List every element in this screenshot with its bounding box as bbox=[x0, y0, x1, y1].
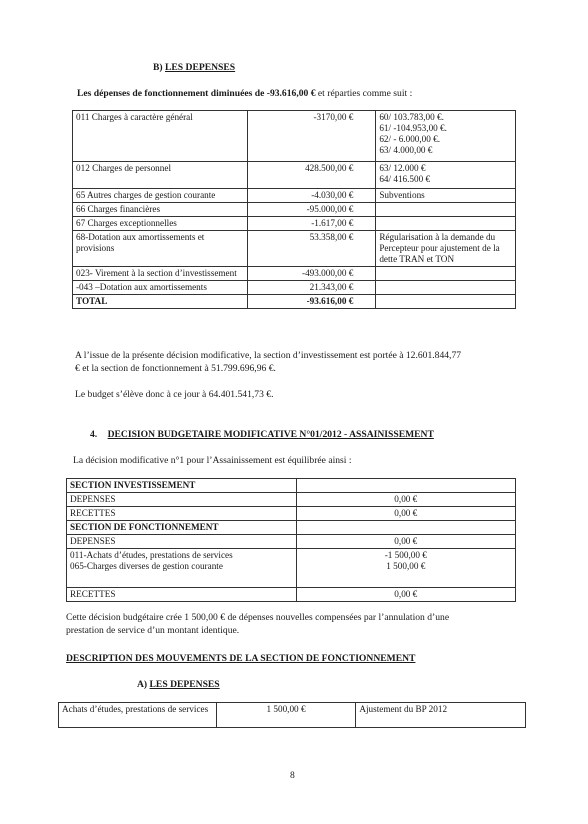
table-row-total bbox=[73, 295, 516, 309]
row-label: DEPENSES bbox=[67, 535, 297, 549]
inv-header: SECTION INVESTISSEMENT bbox=[67, 479, 297, 493]
row-detail bbox=[376, 203, 516, 217]
fonc-line-label: 065-Charges diverses de gestion courante bbox=[70, 561, 223, 571]
row-label: 012 Charges de personnel bbox=[73, 162, 248, 189]
row-detail bbox=[376, 162, 516, 189]
row-detail: Régularisation à la demande du Percepteur pour ajustement de la dette TRAN et TON bbox=[376, 231, 516, 267]
table-row bbox=[73, 162, 516, 189]
row-detail bbox=[376, 111, 516, 162]
row-amount: 21.343,00 € bbox=[247, 281, 376, 295]
paragraph-sections-line1: A l’issue de la présente décision modificative, la section d’investissement est portée à 12.601.844,77 bbox=[75, 350, 462, 361]
section-b-title bbox=[153, 62, 235, 74]
row-amount: -4.030,00 € bbox=[247, 189, 376, 203]
table-row bbox=[73, 231, 516, 267]
assainissement-table bbox=[66, 478, 516, 602]
fonc-line-value: 1 500,00 € bbox=[386, 561, 426, 571]
table-row bbox=[73, 189, 516, 203]
section-a-prefix: A) bbox=[137, 679, 148, 690]
section-4-title bbox=[90, 429, 434, 441]
row-value: 0,00 € bbox=[296, 507, 515, 521]
row-amount: -1.617,00 € bbox=[247, 217, 376, 231]
row-label: RECETTES bbox=[67, 588, 297, 602]
row-amount: 428.500,00 € bbox=[247, 162, 376, 189]
table-section-header bbox=[67, 521, 516, 535]
mouvements-table bbox=[58, 702, 526, 728]
mouvements-title: DESCRIPTION DES MOUVEMENTS DE LA SECTION DE FONCTIONNEMENT bbox=[66, 653, 416, 664]
table-row bbox=[67, 507, 516, 521]
row-label: 65 Autres charges de gestion courante bbox=[73, 189, 248, 203]
intro-bold: Les dépenses de fonctionnement diminuées de -93.616,00 € bbox=[77, 88, 316, 99]
row-label: Achats d’études, prestations de services bbox=[59, 703, 217, 728]
section-b-label: LES DEPENSES bbox=[165, 62, 236, 73]
fonc-line-value: -1 500,00 € bbox=[384, 550, 427, 560]
row-label: 011 Charges à caractère général bbox=[73, 111, 248, 162]
row-label: 66 Charges financières bbox=[73, 203, 248, 217]
row-amount: -493.000,00 € bbox=[247, 267, 376, 281]
row-value: 0,00 € bbox=[296, 535, 515, 549]
table-row bbox=[73, 217, 516, 231]
fonc-header: SECTION DE FONCTIONNEMENT bbox=[67, 521, 297, 535]
section-b-intro bbox=[77, 88, 412, 100]
row-detail bbox=[376, 267, 516, 281]
table-row bbox=[67, 493, 516, 507]
section-4-number: 4. bbox=[90, 429, 98, 440]
detail-line: 64/ 416.500 € bbox=[379, 174, 431, 184]
table-row bbox=[67, 588, 516, 602]
table-row bbox=[67, 549, 516, 588]
row-label: -043 –Dotation aux amortissements bbox=[73, 281, 248, 295]
row-value bbox=[296, 549, 515, 588]
detail-line: 62/ - 6.000,00 €. bbox=[379, 134, 441, 144]
table-row bbox=[59, 703, 526, 728]
row-amount: 1 500,00 € bbox=[216, 703, 356, 728]
row-detail bbox=[376, 281, 516, 295]
row-detail bbox=[376, 217, 516, 231]
table-row bbox=[73, 267, 516, 281]
table-row bbox=[73, 203, 516, 217]
row-label: RECETTES bbox=[67, 507, 297, 521]
table-row bbox=[73, 281, 516, 295]
row-label: 67 Charges exceptionnelles bbox=[73, 217, 248, 231]
paragraph-decision-line2: prestation de service d’un montant identique. bbox=[66, 625, 240, 636]
section-4-intro: La décision modificative n°1 pour l’Assainissement est équilibrée ainsi : bbox=[73, 455, 352, 466]
paragraph-sections-line2: € et la section de fonctionnement à 51.799.696,96 €. bbox=[75, 363, 276, 374]
row-detail bbox=[376, 295, 516, 309]
row-detail: Subventions bbox=[376, 189, 516, 203]
section-a-title bbox=[137, 679, 220, 691]
row-note: Ajustement du BP 2012 bbox=[356, 703, 526, 728]
row-amount: 53.358,00 € bbox=[247, 231, 376, 267]
paragraph-decision-line1: Cette décision budgétaire crée 1 500,00 € de dépenses nouvelles compensées par l’annulation d’une bbox=[66, 612, 450, 623]
section-a-label: LES DEPENSES bbox=[149, 679, 220, 690]
row-label: 023- Virement à la section d’investissement bbox=[73, 267, 248, 281]
table-row bbox=[67, 535, 516, 549]
row-value: 0,00 € bbox=[296, 588, 515, 602]
page-number: 8 bbox=[290, 770, 295, 781]
empty-cell bbox=[296, 521, 515, 535]
table-row bbox=[73, 111, 516, 162]
detail-line: 60/ 103.783,00 €. bbox=[379, 112, 444, 122]
row-label bbox=[67, 549, 297, 588]
row-amount: -95.000,00 € bbox=[247, 203, 376, 217]
section-4-label: DECISION BUDGETAIRE MODIFICATIVE N°01/2012 - ASSAINISSEMENT bbox=[107, 429, 434, 440]
depenses-table bbox=[72, 110, 516, 309]
row-label: 68-Dotation aux amortissements et provisions bbox=[73, 231, 248, 267]
row-label: TOTAL bbox=[73, 295, 248, 309]
row-amount: -3170,00 € bbox=[247, 111, 376, 162]
detail-line: 63/ 4.000,00 € bbox=[379, 145, 433, 155]
table-section-header bbox=[67, 479, 516, 493]
detail-line: 63/ 12.000 € bbox=[379, 163, 426, 173]
paragraph-budget: Le budget s’élève donc à ce jour à 64.401.541,73 €. bbox=[75, 389, 274, 400]
fonc-line-label: 011-Achats d’études, prestations de services bbox=[70, 550, 233, 560]
row-amount: -93.616,00 € bbox=[247, 295, 376, 309]
row-value: 0,00 € bbox=[296, 493, 515, 507]
empty-cell bbox=[296, 479, 515, 493]
intro-rest: et réparties comme suit : bbox=[317, 88, 413, 99]
detail-line: 61/ -104.953,00 €. bbox=[379, 123, 447, 133]
row-label: DEPENSES bbox=[67, 493, 297, 507]
section-b-prefix: B) bbox=[153, 62, 163, 73]
